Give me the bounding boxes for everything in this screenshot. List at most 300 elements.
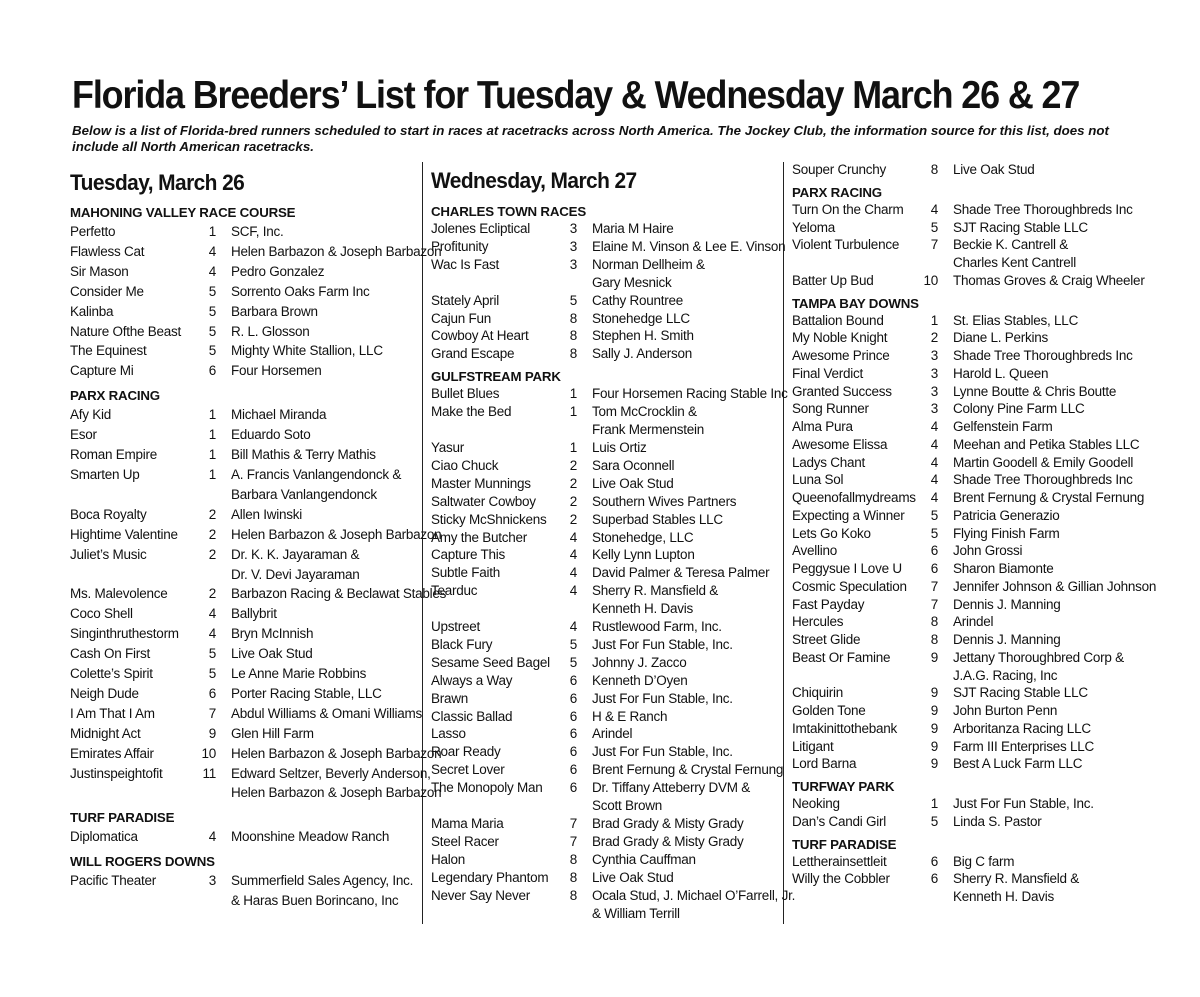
horse-name: Cash On First <box>70 646 151 662</box>
entry-row <box>70 282 420 302</box>
page-title: Florida Breeders’ List for Tuesday & Wednesday March 26 & 27 <box>72 74 1080 117</box>
breeder-line: Abdul Williams & Omani Williams <box>231 705 423 721</box>
breeder-line: Thomas Groves & Craig Wheeler <box>953 272 1145 288</box>
post-position: 5 <box>208 283 216 299</box>
breeder-name <box>938 219 1142 237</box>
breeder-name <box>216 764 441 804</box>
horse-name: Profitunity <box>431 238 489 254</box>
horse-name: Expecting a Winner <box>792 507 905 523</box>
breeder-line: Gary Mesnick <box>592 274 672 290</box>
horse-name: Lettherainsettleit <box>792 853 887 869</box>
breeder-name <box>216 827 420 847</box>
breeder-line: Edward Seltzer, Beverly Anderson, <box>231 765 431 781</box>
breeder-line: Colony Pine Farm LLC <box>953 401 1085 417</box>
horse-name: Battalion Bound <box>792 312 884 328</box>
breeder-line: Johnny J. Zacco <box>592 654 687 670</box>
entry-row <box>792 329 1142 347</box>
entry-row <box>70 871 420 911</box>
breeder-name <box>577 310 781 328</box>
breeder-line: Helen Barbazon & Joseph Barbazon <box>231 243 442 259</box>
post-position: 6 <box>930 561 938 576</box>
horse-name: Black Fury <box>431 636 493 652</box>
post-position: 8 <box>569 869 577 885</box>
breeder-line: Brent Fernung & Crystal Fernung <box>592 762 784 778</box>
breeder-line: Luis Ortiz <box>592 439 647 455</box>
breeder-line: Arboritanza Racing LLC <box>953 720 1091 736</box>
entry-row <box>431 327 781 345</box>
entry-row <box>431 708 781 726</box>
breeder-line: Charles Kent Cantrell <box>953 255 1077 270</box>
horse-name: Tearduc <box>431 583 478 599</box>
breeder-name <box>577 220 781 238</box>
breeder-name <box>577 403 781 439</box>
entry-row <box>792 525 1142 543</box>
entry-row <box>70 525 442 545</box>
breeder-name <box>577 618 781 636</box>
horse-name: Fast Payday <box>792 596 865 612</box>
breeder-name <box>216 644 420 664</box>
entry-row <box>70 445 420 465</box>
entry-row <box>792 720 1142 738</box>
horse-name: Granted Success <box>792 383 892 399</box>
post-position: 4 <box>208 263 216 279</box>
horse-name: My Noble Knight <box>792 330 888 346</box>
breeder-line: Dr. V. Devi Jayaraman <box>231 566 360 582</box>
entry-row <box>431 529 781 547</box>
post-position: 1 <box>569 439 577 455</box>
breeder-line: Southern Wives Partners <box>592 493 737 509</box>
horse-name: Cosmic Speculation <box>792 578 907 594</box>
horse-name: Midnight Act <box>70 725 141 741</box>
breeder-line: Live Oak Stud <box>592 869 674 885</box>
horse-name: Flawless Cat <box>70 243 145 259</box>
breeder-name <box>216 222 420 242</box>
breeder-line: Elaine M. Vinson & Lee E. Vinson <box>592 238 786 254</box>
entry-row <box>431 887 796 923</box>
breeder-name <box>938 525 1142 543</box>
breeder-line: Live Oak Stud <box>953 162 1035 177</box>
post-position: 5 <box>569 292 577 308</box>
entry-row <box>431 725 781 743</box>
entry-row <box>792 161 1142 179</box>
column-tuesday <box>70 160 447 911</box>
track-heading: TURF PARADISE <box>792 836 897 852</box>
post-position: 10 <box>923 272 938 288</box>
post-position: 1 <box>208 466 216 482</box>
entry-row <box>70 644 420 664</box>
post-position: 5 <box>569 654 577 670</box>
breeder-line: Diane L. Perkins <box>953 330 1049 346</box>
breeder-line: Bryn McInnish <box>231 626 314 642</box>
horse-name: Souper Crunchy <box>792 162 887 177</box>
post-position: 4 <box>208 626 216 642</box>
horse-name: Beast Or Famine <box>792 649 891 665</box>
entry-row <box>792 454 1142 472</box>
post-position: 7 <box>930 578 938 594</box>
breeder-line: SCF, Inc. <box>231 224 284 239</box>
horse-name: Lets Go Koko <box>792 525 871 541</box>
post-position: 1 <box>208 407 216 423</box>
horse-name: Consider Me <box>70 283 144 299</box>
post-position: 4 <box>208 606 216 622</box>
breeder-line: Eduardo Soto <box>231 427 311 443</box>
post-position: 4 <box>208 829 216 845</box>
breeder-line: Kelly Lynn Lupton <box>592 547 695 563</box>
breeder-name <box>577 493 781 511</box>
post-position: 5 <box>208 323 216 339</box>
breeder-name <box>577 475 781 493</box>
horse-name: Emirates Affair <box>70 745 154 761</box>
entry-row <box>792 383 1142 401</box>
horse-name: Litigant <box>792 738 834 754</box>
post-position: 2 <box>569 493 577 509</box>
breeder-line: Dennis J. Manning <box>953 632 1061 647</box>
breeder-line: Just For Fun Stable, Inc. <box>592 744 733 760</box>
breeder-line: John Grossi <box>953 543 1023 559</box>
entry-row <box>431 690 781 708</box>
column-divider <box>783 162 784 924</box>
horse-name: Stately April <box>431 292 500 308</box>
post-position: 2 <box>930 330 938 346</box>
post-position: 9 <box>930 649 938 665</box>
breeder-name <box>938 471 1142 489</box>
horse-name: Amy the Butcher <box>431 529 528 545</box>
breeder-line: Barbara Brown <box>231 303 318 319</box>
breeder-name <box>577 851 781 869</box>
horse-name: Classic Ballad <box>431 708 513 724</box>
entry-row <box>431 761 784 779</box>
horse-name: Roar Ready <box>431 744 501 760</box>
entry-row <box>431 310 781 328</box>
post-position: 2 <box>208 526 216 542</box>
entry-row <box>792 542 1142 560</box>
breeder-name <box>216 871 420 911</box>
post-position: 2 <box>208 546 216 562</box>
horse-name: Cajun Fun <box>431 310 492 326</box>
horse-name: Jolenes Ecliptical <box>431 221 531 236</box>
post-position: 7 <box>930 596 938 612</box>
post-position: 2 <box>569 511 577 527</box>
post-position: 9 <box>930 738 938 754</box>
post-position: 8 <box>930 632 938 647</box>
entry-row <box>431 511 781 529</box>
breeder-name <box>938 578 1156 596</box>
post-position: 7 <box>930 237 938 253</box>
entry-row <box>792 596 1142 614</box>
breeder-line: & William Terrill <box>592 905 680 921</box>
entry-row <box>792 219 1142 237</box>
entry-row <box>431 439 781 457</box>
horse-name: Lord Barna <box>792 756 857 772</box>
breeder-name <box>577 761 783 779</box>
breeder-name <box>577 869 781 887</box>
horse-name: Sticky McShnickens <box>431 511 547 527</box>
breeder-name <box>216 704 422 724</box>
horse-name: Lasso <box>431 726 466 742</box>
breeder-line: Jettany Thoroughbred Corp & <box>953 649 1124 665</box>
breeder-line: Four Horsemen Racing Stable Inc <box>592 386 788 402</box>
breeder-line: Norman Dellheim & <box>592 256 705 272</box>
track-heading: PARX RACING <box>792 184 882 200</box>
breeder-line: Shade Tree Thoroughbreds Inc <box>953 472 1133 488</box>
post-position: 9 <box>930 756 938 772</box>
entry-row <box>792 560 1142 578</box>
horse-name: Final Verdict <box>792 365 864 381</box>
horse-name: Subtle Faith <box>431 565 501 581</box>
entry-row <box>431 564 781 582</box>
post-position: 6 <box>569 690 577 706</box>
post-position: 10 <box>201 745 216 761</box>
post-position: 8 <box>569 310 577 326</box>
track-heading: WILL ROGERS DOWNS <box>70 854 215 870</box>
breeder-line: Cynthia Cauffman <box>592 851 696 867</box>
entry-row <box>792 436 1142 454</box>
horse-name: Street Glide <box>792 632 861 647</box>
breeder-name <box>577 833 781 851</box>
entry-row <box>792 702 1142 720</box>
entry-row <box>70 624 420 644</box>
horse-name: Sir Mason <box>70 263 129 279</box>
horse-name: Avellino <box>792 543 838 559</box>
breeder-name <box>577 887 795 923</box>
horse-name: Capture This <box>431 547 506 563</box>
horse-name: Neigh Dude <box>70 685 139 701</box>
breeder-line: Sharon Biamonte <box>953 561 1054 576</box>
horse-name: Hightime Valentine <box>70 526 178 542</box>
post-position: 2 <box>569 457 577 473</box>
breeder-name <box>216 445 420 465</box>
post-position: 9 <box>930 685 938 701</box>
breeder-name <box>216 341 420 361</box>
breeder-line: Brent Fernung & Crystal Fernung <box>953 490 1145 505</box>
breeder-line: Stephen H. Smith <box>592 328 694 344</box>
post-position: 4 <box>930 436 938 452</box>
post-position: 9 <box>208 725 216 741</box>
breeder-line: Patricia Generazio <box>953 507 1060 523</box>
breeder-line: Just For Fun Stable, Inc. <box>592 690 733 706</box>
post-position: 2 <box>569 475 577 491</box>
entry-row <box>431 220 781 238</box>
horse-name: Secret Lover <box>431 762 505 778</box>
breeder-name <box>577 743 781 761</box>
horse-name: The Monopoly Man <box>431 780 543 796</box>
horse-name: Awesome Elissa <box>792 436 888 452</box>
horse-name: Saltwater Cowboy <box>431 493 536 509</box>
horse-name: Justinspeightofit <box>70 765 163 781</box>
breeder-line: Sara Oconnell <box>592 457 675 473</box>
entry-row <box>431 475 781 493</box>
post-position: 5 <box>930 813 938 829</box>
breeder-name <box>938 236 1142 272</box>
horse-name: Queenofallmydreams <box>792 490 916 505</box>
entry-row <box>792 272 1145 290</box>
post-position: 4 <box>569 619 577 635</box>
breeder-name <box>938 489 1144 507</box>
breeder-name <box>577 385 788 403</box>
horse-name: Brawn <box>431 690 469 706</box>
breeder-name <box>938 755 1142 773</box>
breeder-line: Kenneth H. Davis <box>953 889 1055 904</box>
breeder-name <box>938 272 1145 290</box>
breeder-name <box>577 457 781 475</box>
horse-name: Yeloma <box>792 219 836 235</box>
entry-row <box>792 613 1142 631</box>
horse-name: Steel Racer <box>431 833 499 849</box>
horse-name: Yasur <box>431 439 465 455</box>
breeder-line: Shade Tree Thoroughbreds Inc <box>953 201 1133 217</box>
breeder-name <box>216 302 420 322</box>
post-position: 8 <box>569 328 577 344</box>
entry-row <box>792 507 1142 525</box>
post-position: 6 <box>569 726 577 742</box>
breeder-line: Four Horsemen <box>231 363 322 379</box>
post-position: 4 <box>569 565 577 581</box>
breeder-line: Superbad Stables LLC <box>592 511 723 527</box>
breeder-line: Sorrento Oaks Farm Inc <box>231 283 370 299</box>
post-position: 4 <box>208 243 216 259</box>
breeder-name <box>938 400 1142 418</box>
breeder-line: Helen Barbazon & Joseph Barbazon <box>231 526 442 542</box>
horse-name: Esor <box>70 427 97 443</box>
breeder-line: Barbara Vanlangendonck <box>231 486 377 502</box>
post-position: 7 <box>208 705 216 721</box>
breeder-name <box>216 322 420 342</box>
breeder-line: Tom McCrocklin & <box>592 404 697 420</box>
post-position: 8 <box>569 887 577 903</box>
horse-name: Afy Kid <box>70 407 112 423</box>
breeder-line: Porter Racing Stable, LLC <box>231 685 382 701</box>
breeder-line: H & E Ranch <box>592 708 668 724</box>
entry-row <box>70 242 442 262</box>
breeder-name <box>577 725 781 743</box>
post-position: 8 <box>930 614 938 630</box>
post-position: 5 <box>208 646 216 662</box>
post-position: 7 <box>569 833 577 849</box>
breeder-name <box>577 582 781 618</box>
post-position: 5 <box>208 303 216 319</box>
post-position: 6 <box>569 672 577 688</box>
breeder-line: Michael Miranda <box>231 407 327 423</box>
post-position: 3 <box>930 401 938 417</box>
breeder-name <box>938 613 1142 631</box>
entry-row <box>792 236 1142 272</box>
post-position: 1 <box>208 224 216 239</box>
horse-name: Dan’s Candi Girl <box>792 813 887 829</box>
entry-row <box>792 365 1142 383</box>
breeder-line: Shade Tree Thoroughbreds Inc <box>953 348 1133 363</box>
breeder-line: R. L. Glosson <box>231 323 310 339</box>
breeder-line: SJT Racing Stable LLC <box>953 219 1088 235</box>
post-position: 5 <box>930 525 938 541</box>
entry-row <box>70 584 447 604</box>
horse-name: Sesame Seed Bagel <box>431 654 550 670</box>
entry-row <box>70 222 420 242</box>
post-position: 1 <box>208 427 216 443</box>
entry-row <box>431 779 781 815</box>
horse-name: Hercules <box>792 614 844 630</box>
post-position: 6 <box>569 744 577 760</box>
entry-row <box>431 457 781 475</box>
entry-row <box>70 405 420 425</box>
horse-name: Juliet’s Music <box>70 546 147 562</box>
breeder-line: Glen Hill Farm <box>231 725 314 741</box>
entry-row <box>70 664 420 684</box>
breeder-name <box>216 405 420 425</box>
breeder-line: Frank Mermenstein <box>592 422 705 438</box>
horse-name: Song Runner <box>792 401 869 417</box>
breeder-line: Kenneth D’Oyen <box>592 672 688 688</box>
entry-row <box>792 418 1142 436</box>
breeder-name <box>216 604 420 624</box>
entry-row <box>792 853 1142 871</box>
breeder-line: J.A.G. Racing, Inc <box>953 667 1058 683</box>
breeder-name <box>577 815 781 833</box>
breeder-line: SJT Racing Stable LLC <box>953 685 1088 701</box>
entry-row <box>70 764 442 804</box>
entry-row <box>70 341 420 361</box>
breeder-name <box>577 708 781 726</box>
breeder-line: Allen Iwinski <box>231 506 303 522</box>
horse-name: Coco Shell <box>70 606 133 622</box>
post-position: 5 <box>569 636 577 652</box>
horse-name: The Equinest <box>70 343 147 359</box>
breeder-line: David Palmer & Teresa Palmer <box>592 565 770 581</box>
breeder-name <box>216 664 420 684</box>
entry-row <box>431 654 781 672</box>
breeder-line: Kenneth H. Davis <box>592 601 694 617</box>
breeder-line: Jennifer Johnson & Gillian Johnson <box>953 578 1157 594</box>
entry-row <box>792 400 1142 418</box>
horse-name: Grand Escape <box>431 346 515 362</box>
breeder-name <box>938 542 1142 560</box>
breeder-line: Sherry R. Mansfield & <box>592 583 719 599</box>
breeder-name <box>216 505 420 525</box>
breeder-name <box>938 560 1142 578</box>
breeder-line: Arindel <box>592 726 633 742</box>
post-position: 11 <box>202 765 216 781</box>
breeder-name <box>938 201 1142 219</box>
entry-row <box>431 238 786 256</box>
post-position: 1 <box>208 447 216 463</box>
breeder-name <box>938 347 1142 365</box>
day-heading: Tuesday, March 26 <box>70 170 245 195</box>
day-heading: Wednesday, March 27 <box>431 168 637 193</box>
entry-row <box>792 870 1142 906</box>
horse-name: Kalinba <box>70 303 114 319</box>
breeder-line: St. Elias Stables, LLC <box>953 312 1079 328</box>
breeder-line: Dr. Tiffany Atteberry DVM & <box>592 780 751 796</box>
breeder-line: Sally J. Anderson <box>592 346 693 362</box>
track-heading: PARX RACING <box>70 388 160 404</box>
post-position: 7 <box>569 816 577 831</box>
post-position: 4 <box>569 583 577 599</box>
post-position: 3 <box>930 383 938 399</box>
breeder-name <box>577 327 781 345</box>
post-position: 4 <box>930 454 938 470</box>
breeder-line: Pedro Gonzalez <box>231 263 325 279</box>
breeder-name <box>577 238 785 256</box>
entry-row <box>431 815 781 833</box>
horse-name: Wac Is Fast <box>431 256 500 272</box>
breeder-line: Best A Luck Farm LLC <box>953 756 1083 772</box>
entry-row <box>792 813 1142 831</box>
breeder-name <box>938 649 1142 685</box>
breeder-name <box>577 345 781 363</box>
breeder-line: Dennis J. Manning <box>953 596 1061 612</box>
horse-name: Roman Empire <box>70 447 158 463</box>
entry-row <box>70 827 420 847</box>
breeder-line: Harold L. Queen <box>953 365 1049 381</box>
